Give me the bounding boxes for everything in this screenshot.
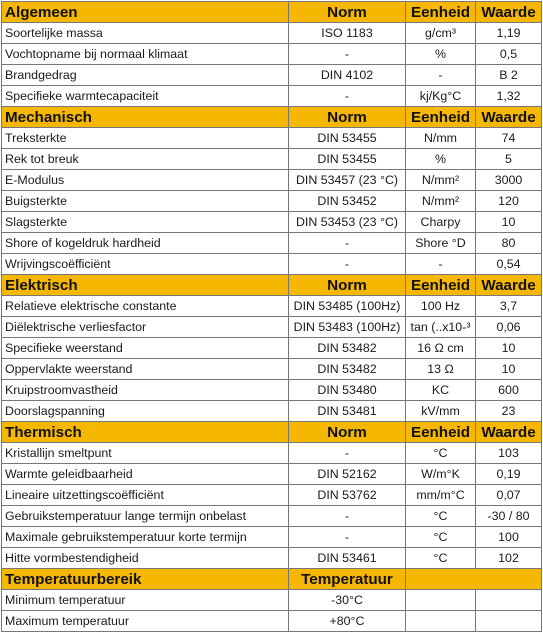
table-body	[2, 2, 542, 632]
value-cell: 120	[476, 191, 542, 212]
property-cell: Soortelijke massa	[2, 23, 289, 44]
norm-cell: -	[289, 527, 406, 548]
unit-cell: Charpy	[406, 212, 476, 233]
property-cell: Doorslagspanning	[2, 401, 289, 422]
column-header-waarde: Waarde	[476, 275, 542, 296]
norm-cell: DIN 53482	[289, 338, 406, 359]
table-row	[2, 506, 542, 527]
property-cell: Treksterkte	[2, 128, 289, 149]
unit-cell: °C	[406, 527, 476, 548]
table-row	[2, 233, 542, 254]
property-cell: Relatieve elektrische constante	[2, 296, 289, 317]
column-header-norm: Norm	[289, 422, 406, 443]
norm-cell: DIN 53483 (100Hz)	[289, 317, 406, 338]
unit-cell: 16 Ω cm	[406, 338, 476, 359]
unit-cell: °C	[406, 443, 476, 464]
section-title: Thermisch	[2, 422, 289, 443]
table-row	[2, 254, 542, 275]
norm-cell: DIN 53485 (100Hz)	[289, 296, 406, 317]
section-header-temperatuurbereik	[2, 569, 542, 590]
unit-cell: g/cm³	[406, 23, 476, 44]
norm-cell: DIN 53762	[289, 485, 406, 506]
value-cell: 102	[476, 548, 542, 569]
column-header-eenheid: Eenheid	[406, 422, 476, 443]
table-row	[2, 464, 542, 485]
column-header-temperatuur: Temperatuur	[289, 569, 406, 590]
section-header-mechanisch	[2, 107, 542, 128]
unit-cell: kV/mm	[406, 401, 476, 422]
norm-cell: -	[289, 506, 406, 527]
property-cell: Rek tot breuk	[2, 149, 289, 170]
column-header-waarde: Waarde	[476, 422, 542, 443]
column-header-norm: Norm	[289, 107, 406, 128]
table-row	[2, 23, 542, 44]
empty-cell	[406, 611, 476, 632]
value-cell: B 2	[476, 65, 542, 86]
value-cell: 100	[476, 527, 542, 548]
table-row	[2, 191, 542, 212]
value-cell: 0,19	[476, 464, 542, 485]
value-cell: 3,7	[476, 296, 542, 317]
table-row	[2, 296, 542, 317]
unit-cell: -	[406, 254, 476, 275]
norm-cell: DIN 53455	[289, 149, 406, 170]
section-title: Algemeen	[2, 2, 289, 23]
unit-cell: N/mm	[406, 128, 476, 149]
property-cell: Slagsterkte	[2, 212, 289, 233]
norm-cell: -	[289, 443, 406, 464]
unit-cell: °C	[406, 548, 476, 569]
unit-cell: %	[406, 149, 476, 170]
unit-cell: Shore °D	[406, 233, 476, 254]
section-header-algemeen	[2, 2, 542, 23]
norm-cell: DIN 4102	[289, 65, 406, 86]
table-row	[2, 65, 542, 86]
value-cell: 0,5	[476, 44, 542, 65]
property-cell: Shore of kogeldruk hardheid	[2, 233, 289, 254]
norm-cell: DIN 52162	[289, 464, 406, 485]
unit-cell: -	[406, 65, 476, 86]
property-cell: Hitte vormbestendigheid	[2, 548, 289, 569]
property-cell: Brandgedrag	[2, 65, 289, 86]
value-cell: 10	[476, 338, 542, 359]
property-cell: Gebruikstemperatuur lange termijn onbelast	[2, 506, 289, 527]
column-header-eenheid: Eenheid	[406, 107, 476, 128]
norm-cell: -	[289, 86, 406, 107]
property-cell: Kruipstroomvastheid	[2, 380, 289, 401]
value-cell: -30 / 80	[476, 506, 542, 527]
table-row	[2, 548, 542, 569]
norm-cell: DIN 53453 (23 °C)	[289, 212, 406, 233]
norm-cell: DIN 53461	[289, 548, 406, 569]
property-cell: Maximale gebruikstemperatuur korte termijn	[2, 527, 289, 548]
unit-cell: %	[406, 44, 476, 65]
norm-cell: DIN 53452	[289, 191, 406, 212]
unit-cell: °C	[406, 506, 476, 527]
unit-cell: 100 Hz	[406, 296, 476, 317]
property-cell: Minimum temperatuur	[2, 590, 289, 611]
value-cell: 0,54	[476, 254, 542, 275]
table-row	[2, 338, 542, 359]
value-cell: 0,06	[476, 317, 542, 338]
table-row	[2, 128, 542, 149]
value-cell: 103	[476, 443, 542, 464]
value-cell: 74	[476, 128, 542, 149]
norm-cell: DIN 53455	[289, 128, 406, 149]
value-cell: 1,19	[476, 23, 542, 44]
property-cell: Oppervlakte weerstand	[2, 359, 289, 380]
table-row	[2, 149, 542, 170]
column-header-eenheid: Eenheid	[406, 2, 476, 23]
table-row	[2, 359, 542, 380]
unit-cell: W/m°K	[406, 464, 476, 485]
norm-cell: -	[289, 254, 406, 275]
unit-cell: 13 Ω	[406, 359, 476, 380]
material-properties-table	[1, 1, 542, 632]
unit-cell: N/mm²	[406, 170, 476, 191]
table-row	[2, 317, 542, 338]
section-header-thermisch	[2, 422, 542, 443]
value-cell: 23	[476, 401, 542, 422]
norm-cell: ISO 1183	[289, 23, 406, 44]
norm-cell: -	[289, 44, 406, 65]
empty-cell	[406, 590, 476, 611]
column-header-norm: Norm	[289, 275, 406, 296]
property-cell: Specifieke weerstand	[2, 338, 289, 359]
unit-cell: KC	[406, 380, 476, 401]
column-header-norm: Norm	[289, 2, 406, 23]
unit-cell: tan (..x10-³	[406, 317, 476, 338]
unit-cell: kj/Kg°C	[406, 86, 476, 107]
norm-cell: DIN 53457 (23 °C)	[289, 170, 406, 191]
value-cell: 80	[476, 233, 542, 254]
column-header-waarde: Waarde	[476, 2, 542, 23]
table-row	[2, 212, 542, 233]
empty-cell	[476, 590, 542, 611]
property-cell: Specifieke warmtecapaciteit	[2, 86, 289, 107]
empty-header-cell	[406, 569, 542, 590]
value-cell: 1,32	[476, 86, 542, 107]
section-title: Temperatuurbereik	[2, 569, 289, 590]
empty-cell	[476, 611, 542, 632]
property-cell: Wrijvingscoëfficiënt	[2, 254, 289, 275]
property-cell: Buigsterkte	[2, 191, 289, 212]
table-row	[2, 611, 542, 632]
property-cell: Vochtopname bij normaal klimaat	[2, 44, 289, 65]
section-header-elektrisch	[2, 275, 542, 296]
table-row	[2, 443, 542, 464]
temperature-cell: +80°C	[289, 611, 406, 632]
table-row	[2, 380, 542, 401]
property-cell: Diëlektrische verliesfactor	[2, 317, 289, 338]
value-cell: 10	[476, 359, 542, 380]
value-cell: 600	[476, 380, 542, 401]
norm-cell: -	[289, 233, 406, 254]
norm-cell: DIN 53482	[289, 359, 406, 380]
table-row	[2, 170, 542, 191]
table-row	[2, 401, 542, 422]
norm-cell: DIN 53481	[289, 401, 406, 422]
unit-cell: N/mm²	[406, 191, 476, 212]
value-cell: 5	[476, 149, 542, 170]
property-cell: Lineaire uitzettingscoëfficiënt	[2, 485, 289, 506]
temperature-cell: -30°C	[289, 590, 406, 611]
column-header-eenheid: Eenheid	[406, 275, 476, 296]
property-cell: Warmte geleidbaarheid	[2, 464, 289, 485]
value-cell: 0,07	[476, 485, 542, 506]
table-row	[2, 485, 542, 506]
property-cell: Maximum temperatuur	[2, 611, 289, 632]
unit-cell: mm/m°C	[406, 485, 476, 506]
value-cell: 3000	[476, 170, 542, 191]
section-title: Mechanisch	[2, 107, 289, 128]
value-cell: 10	[476, 212, 542, 233]
table-row	[2, 590, 542, 611]
property-cell: E-Modulus	[2, 170, 289, 191]
section-title: Elektrisch	[2, 275, 289, 296]
norm-cell: DIN 53480	[289, 380, 406, 401]
table-row	[2, 86, 542, 107]
column-header-waarde: Waarde	[476, 107, 542, 128]
table-row	[2, 44, 542, 65]
property-cell: Kristallijn smeltpunt	[2, 443, 289, 464]
table-row	[2, 527, 542, 548]
